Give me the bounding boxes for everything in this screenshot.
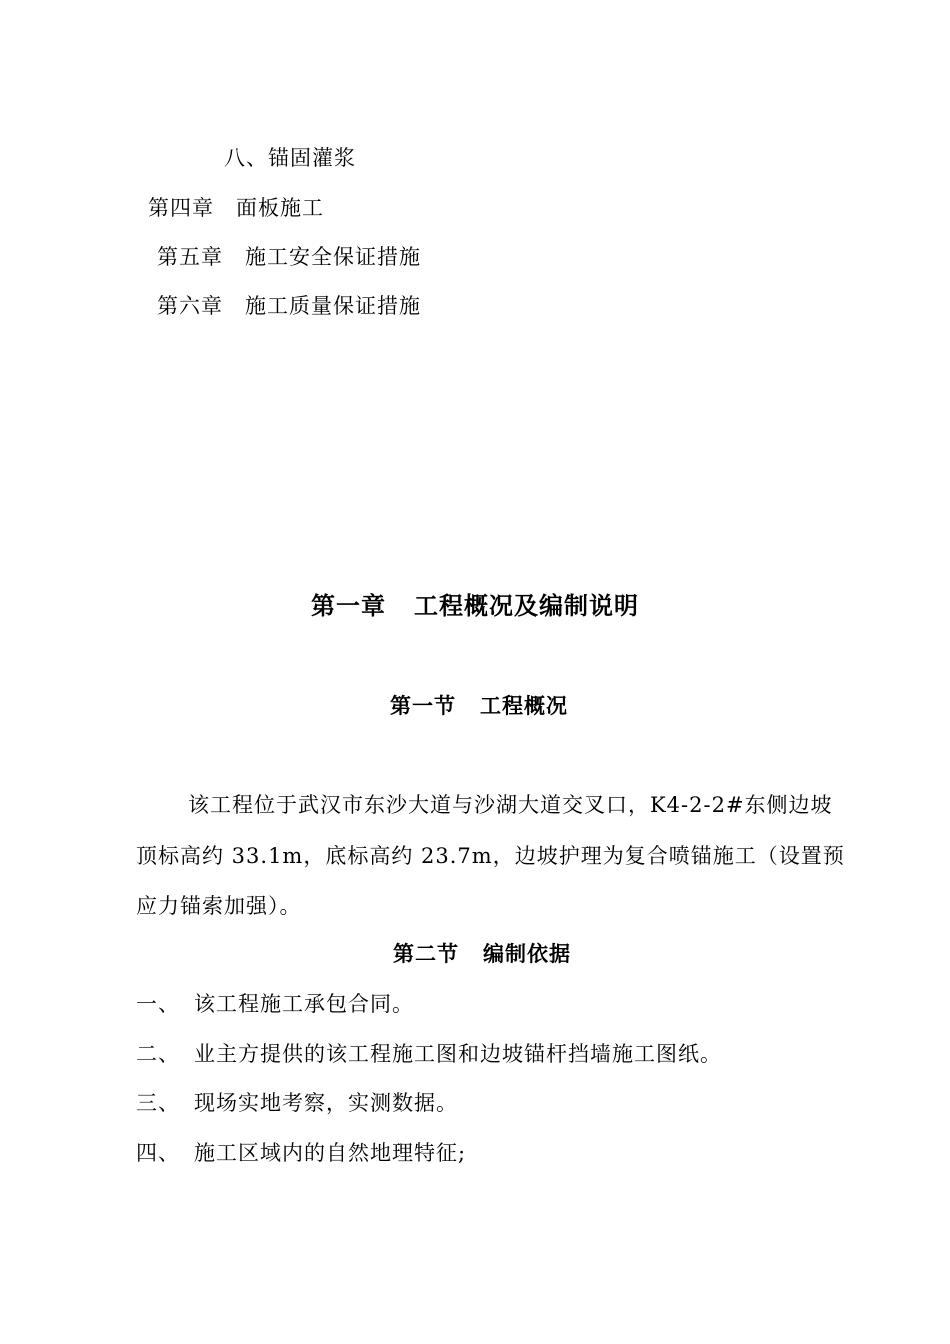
section-2-heading [393, 941, 571, 967]
list-item-text: 现场实地考察，实测数据。 [194, 1091, 458, 1115]
list-item-number: 一、 [136, 992, 180, 1016]
paragraph-line-2: 顶标高约 33.1m，底标高约 23.7m，边坡护理为复合喷锚施工（设置预 [136, 844, 845, 868]
list-item-text: 业主方提供的该工程施工图和边坡锚杆挡墙施工图纸。 [194, 1042, 722, 1066]
section-number: 第二节 [393, 942, 459, 966]
section-title: 工程概况 [480, 694, 568, 718]
toc-item-anchor-grouting [224, 145, 356, 171]
toc-chapter-number: 第六章 [157, 294, 223, 318]
list-item-number: 三、 [136, 1091, 180, 1115]
section-title: 编制依据 [483, 942, 571, 966]
toc-chapter-title: 面板施工 [236, 196, 324, 220]
paragraph-line-3: 应力锚索加强）。 [136, 894, 302, 918]
toc-item-text: 八、锚固灌浆 [224, 146, 356, 170]
chapter-number: 第一章 [311, 592, 386, 620]
list-item-text: 该工程施工承包合同。 [194, 992, 414, 1016]
section-number: 第一节 [390, 694, 456, 718]
list-item-2 [136, 1041, 722, 1067]
toc-item-chapter-6 [157, 293, 421, 319]
list-item-text: 施工区域内的自然地理特征; [194, 1141, 467, 1165]
toc-chapter-number: 第五章 [157, 245, 223, 269]
toc-chapter-title: 施工质量保证措施 [245, 294, 421, 318]
list-item-1 [136, 991, 414, 1017]
list-item-number: 二、 [136, 1042, 180, 1066]
section-1-heading [390, 693, 568, 719]
chapter-1-heading [0, 591, 950, 621]
list-item-4 [136, 1140, 466, 1166]
list-item-number: 四、 [136, 1141, 180, 1165]
list-item-3 [136, 1090, 458, 1116]
toc-chapter-number: 第四章 [148, 196, 214, 220]
paragraph-line-1: 该工程位于武汉市东沙大道与沙湖大道交叉口，K4-2-2#东侧边坡 [188, 793, 833, 817]
toc-item-chapter-4 [148, 195, 324, 221]
toc-item-chapter-5 [157, 244, 421, 270]
chapter-title: 工程概况及编制说明 [414, 592, 639, 620]
toc-chapter-title: 施工安全保证措施 [245, 245, 421, 269]
